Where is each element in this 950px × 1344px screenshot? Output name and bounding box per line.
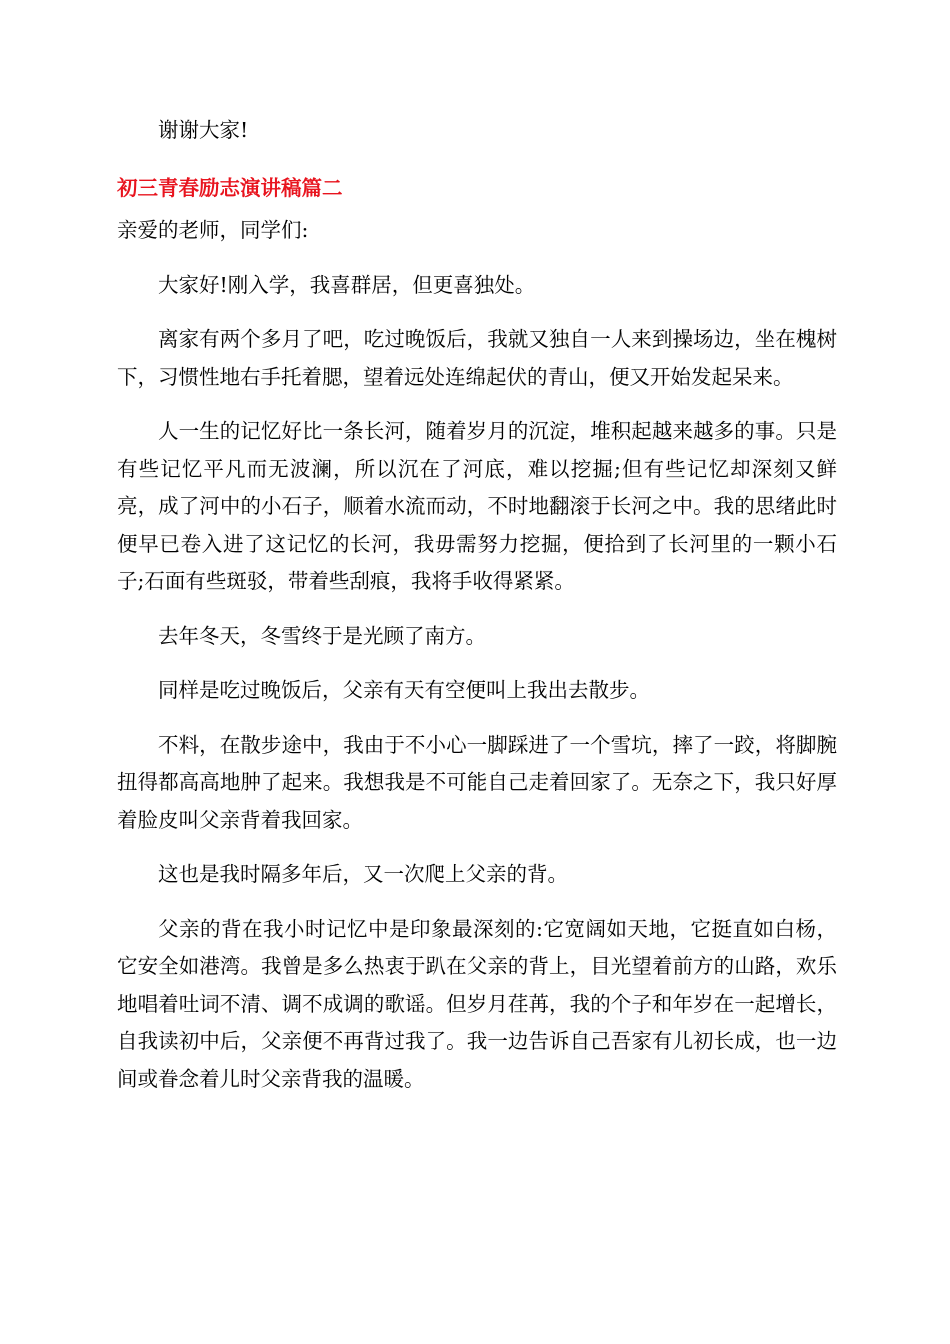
document-body (117, 112, 837, 1115)
salutation: 亲爱的老师，同学们: (117, 218, 309, 242)
paragraph: 大家好!刚入学，我喜群居，但更喜独处。 (158, 272, 536, 297)
paragraph: 人一生的记忆好比一条长河，随着岁月的沉淀，堆积起越来越多的事。只是有些记忆平凡而无波澜，所以沉在了河底，难以挖掘;但有些记忆却深刻又鲜亮，成了河中的小石子，顺着水流而动，不时地翻滚于长河之中。我的思绪此时便早已卷入进了这记忆的长河，我毋需努力挖掘，便拾到了长河里的一颗小石子;石面有些斑驳，带着些刮痕，我将手收得紧紧。 (117, 419, 837, 593)
paragraph: 离家有两个多月了吧，吃过晚饭后，我就又独自一人来到操场边，坐在槐树下，习惯性地右手托着腮，望着远处连绵起伏的青山，便又开始发起呆来。 (117, 327, 837, 389)
section-heading: 初三青春励志演讲稿篇二 (117, 175, 343, 200)
paragraph: 父亲的背在我小时记忆中是印象最深刻的:它宽阔如天地，它挺直如白杨，它安全如港湾。我曾是多么热衷于趴在父亲的背上，目光望着前方的山路，欢乐地唱着吐词不清、调不成调的歌谣。但岁月荏苒，我的个子和年岁在一起增长，自我读初中后，父亲便不再背过我了。我一边告诉自己吾家有儿初长成，也一边间或眷念着儿时父亲背我的温暖。 (117, 916, 837, 1091)
paragraph: 同样是吃过晚饭后，父亲有天有空便叫上我出去散步。 (158, 678, 650, 702)
paragraph: 这也是我时隔多年后，又一次爬上父亲的背。 (158, 862, 568, 886)
paragraph: 去年冬天，冬雪终于是光顾了南方。 (158, 623, 486, 648)
paragraph: 不料，在散步途中，我由于不小心一脚踩进了一个雪坑，摔了一跤，将脚腕扭得都高高地肿了起来。我想我是不可能自己走着回家了。无奈之下，我只好厚着脸皮叫父亲背着我回家。 (117, 732, 837, 832)
closing-line: 谢谢大家! (158, 118, 249, 142)
